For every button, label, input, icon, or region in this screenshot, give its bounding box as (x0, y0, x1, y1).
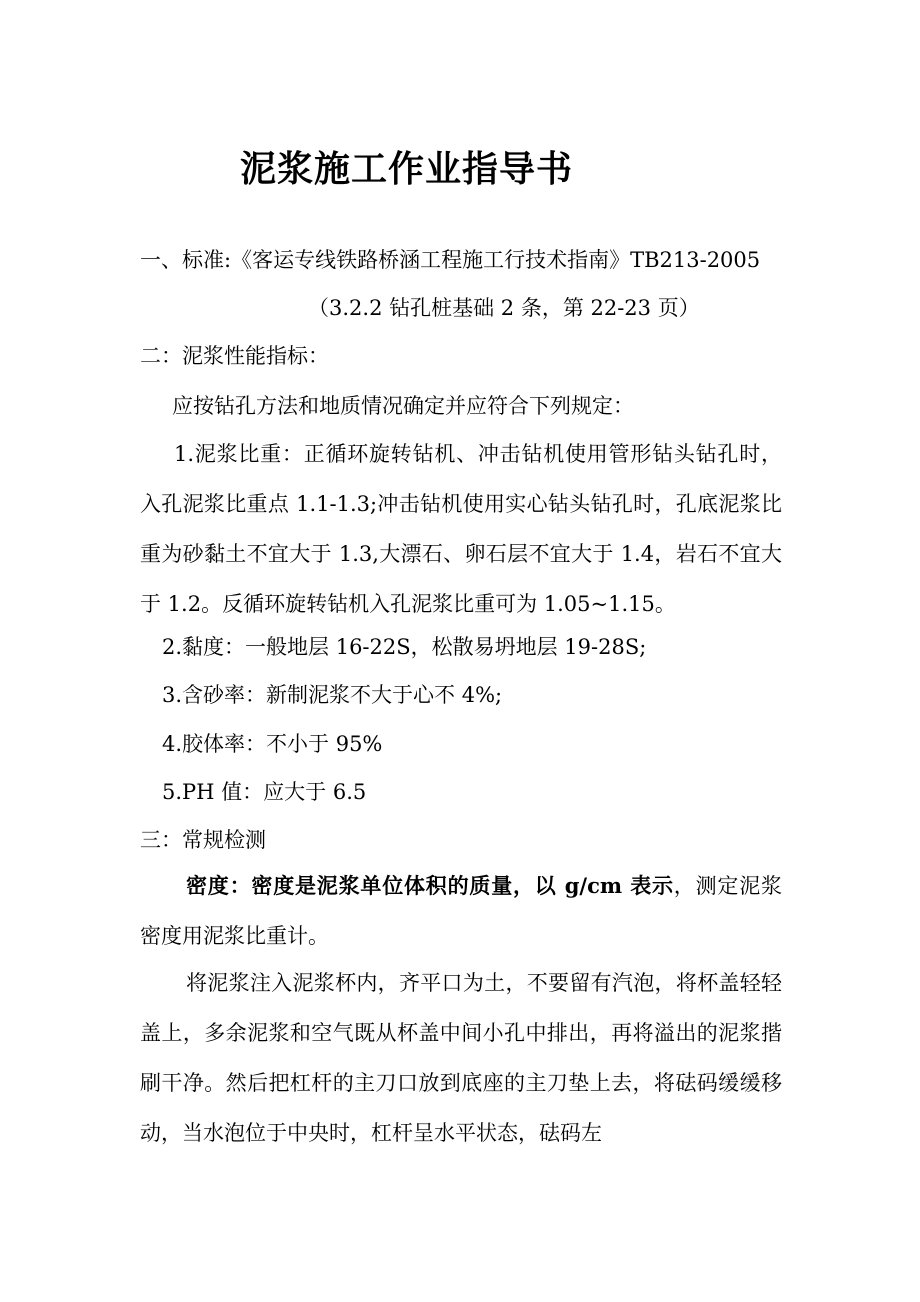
section1-sub: （3.2.2 钻孔桩基础 2 条，第 22-23 页） (308, 296, 700, 320)
section2-item5: 5.PH 值：应大于 6.5 (162, 780, 367, 804)
section2-intro: 应按钻孔方法和地质情况确定并应符合下列规定： (172, 394, 634, 418)
section3-para1-rest: ，测定泥浆密度用泥浆比重计。 (140, 874, 782, 948)
section3-para2: 将泥浆注入泥浆杯内，齐平口为土，不要留有汽泡，将杯盖轻轻盖上，多余泥浆和空气既从杯盖中间小孔中排出，再将溢出的泥浆揩刷干净。然后把杠杆的主刀口放到底座的主刀垫上去，将砝码缓缓移动，当水泡位于中央时，杠杆呈水平状态，砝码左 (140, 971, 782, 1145)
section3-heading: 三：常规检测 (140, 828, 266, 852)
section2-item2: 2.黏度：一般地层 16-22S，松散易坍地层 19-28S; (162, 635, 647, 659)
section2-item1: 1.泥浆比重：正循环旋转钻机、冲击钻机使用管形钻头钻孔时，入孔泥浆比重点 1.1-1.3;冲击钻机使用实心钻头钻孔时，孔底泥浆比重为砂黏土不宜大于 1.3,大漂石、卵石层不宜大于 1.4，岩石不宜大于 1.2。反循环旋转钻机入孔泥浆比重可为 1.05~1.15。 (140, 442, 782, 616)
section2-item4: 4.胶体率：不小于 95% (162, 732, 383, 756)
section2-item3: 3.含砂率：新制泥浆不大于心不 4%; (162, 683, 503, 707)
section1-heading: 一、标准:《客运专线铁路桥涵工程施工行技术指南》TB213-2005 (140, 248, 761, 272)
section3-para1 (140, 861, 782, 961)
page-title: 泥浆施工作业指导书 (240, 149, 574, 190)
section2-heading: 二：泥浆性能指标： (140, 344, 329, 368)
section3-para1-bold: 密度：密度是泥浆单位体积的质量，以 g/cm 表示 (186, 873, 674, 898)
